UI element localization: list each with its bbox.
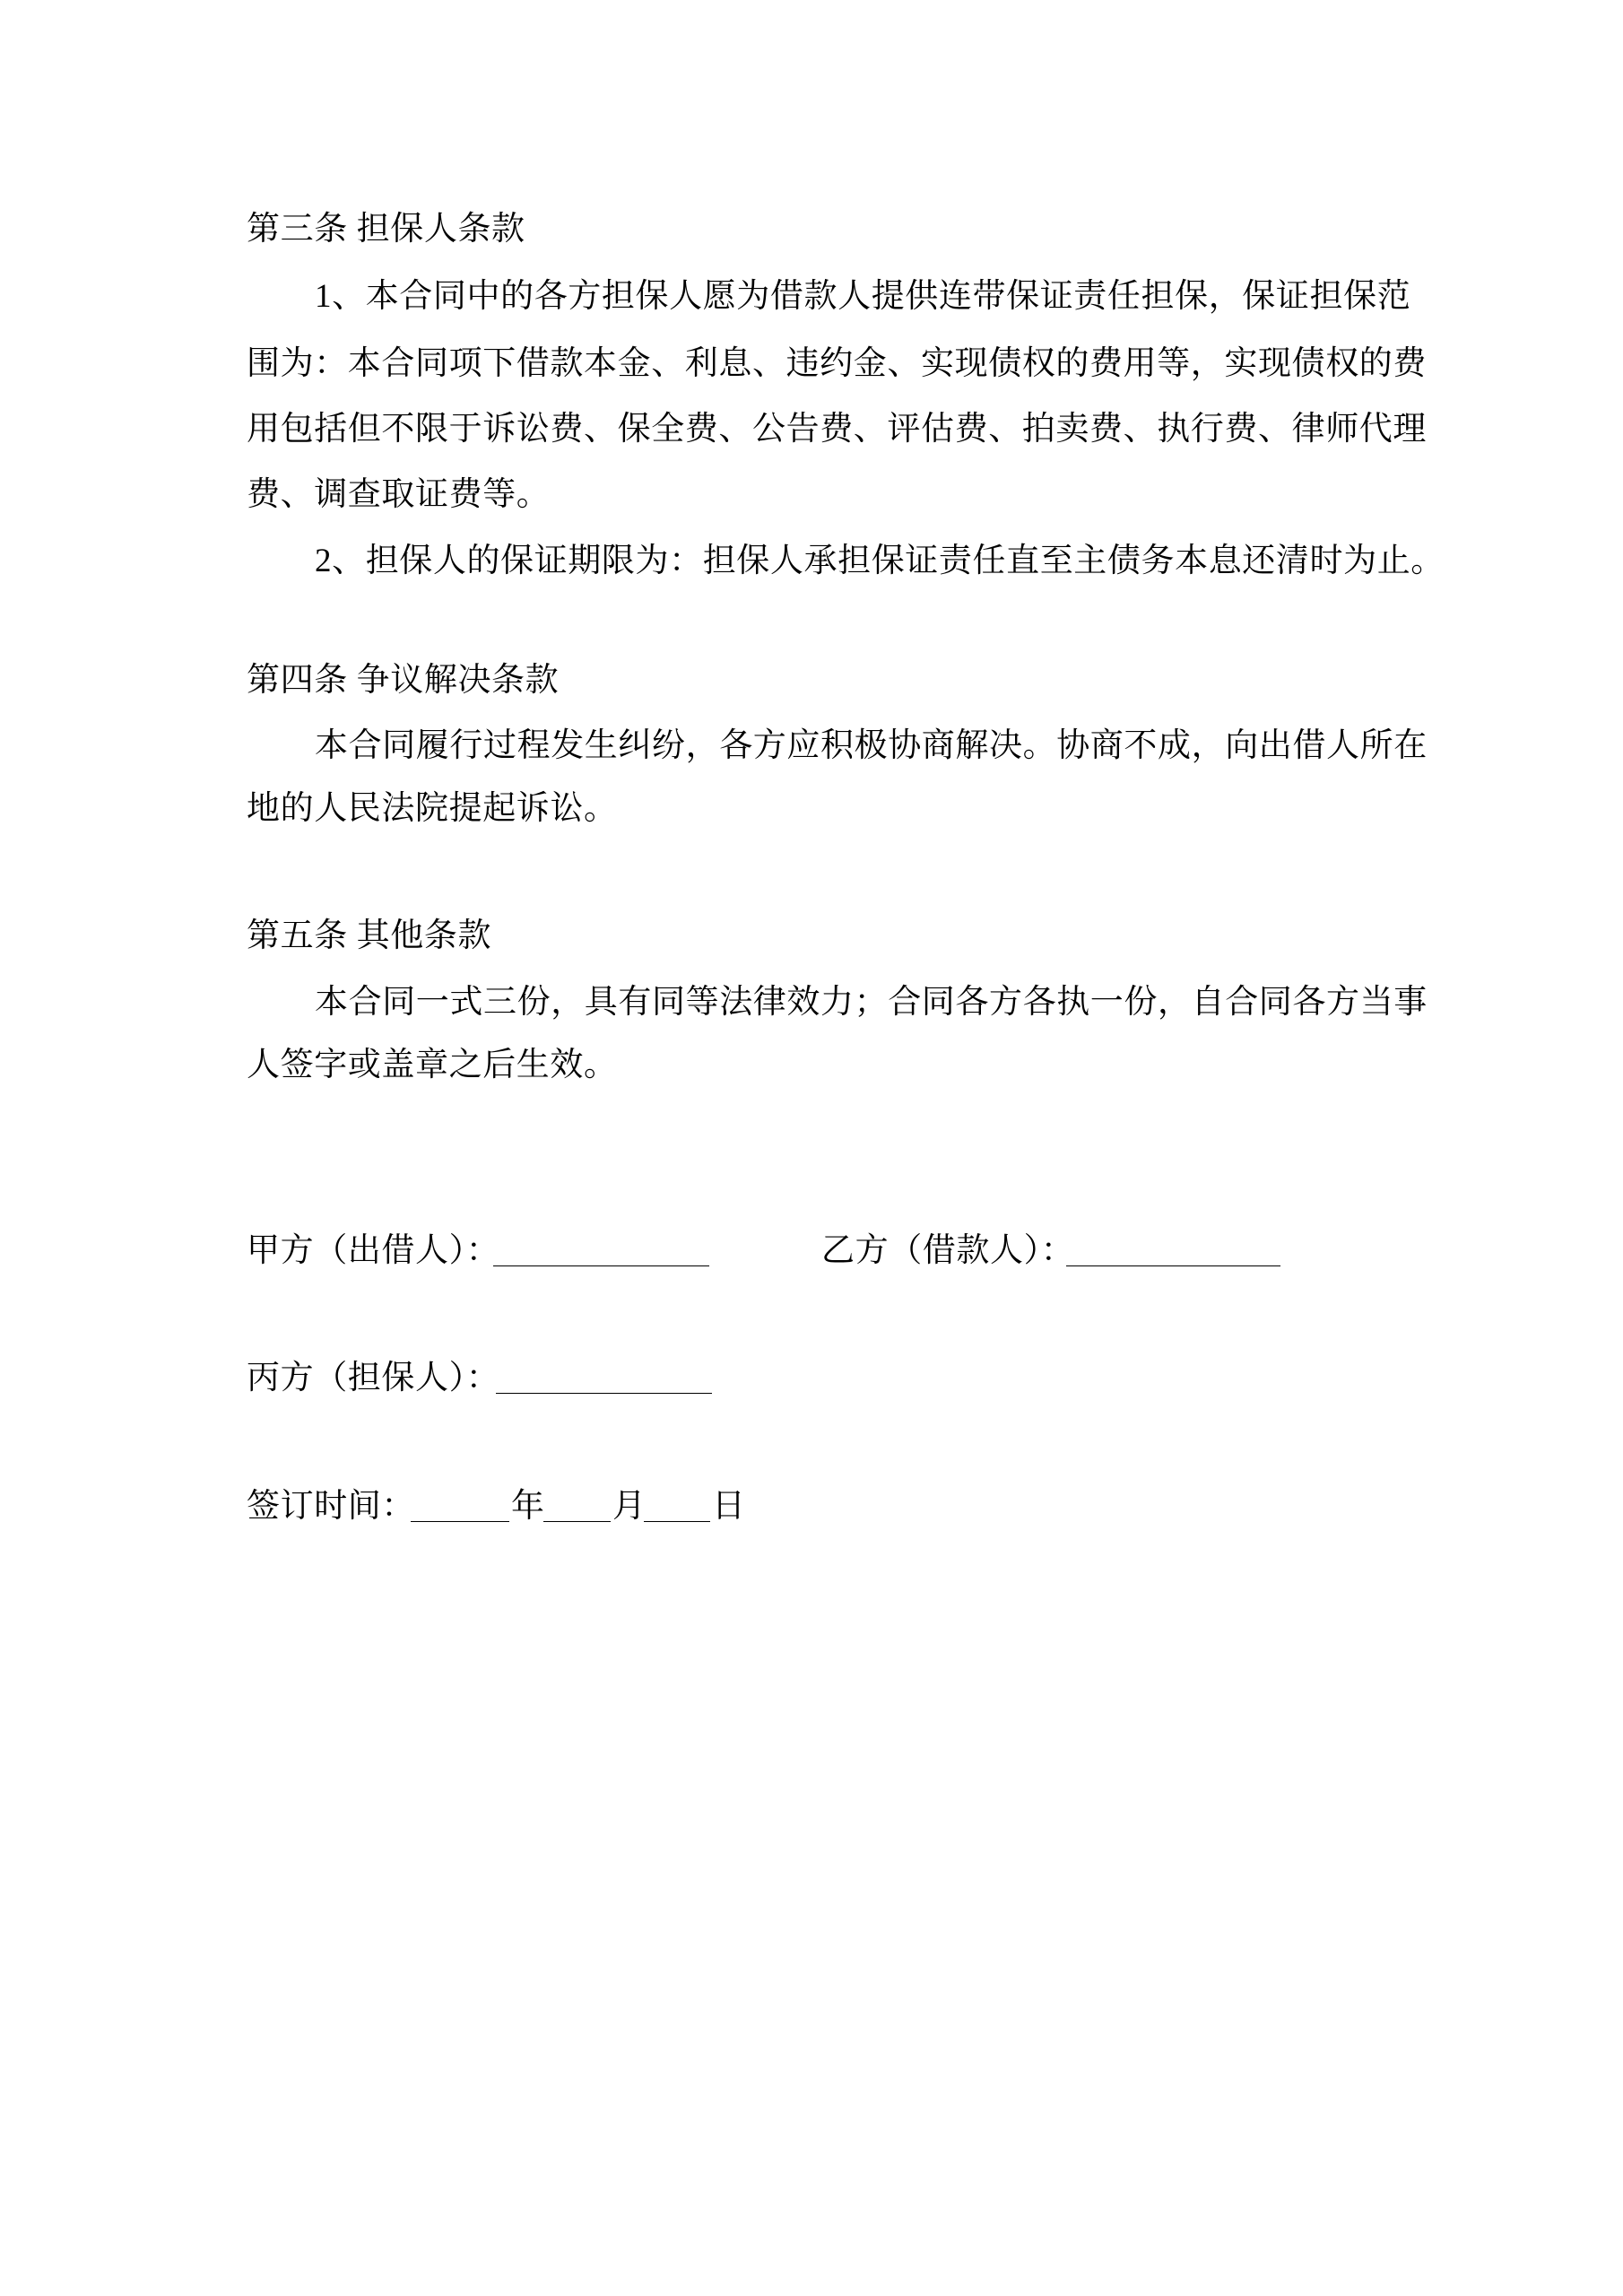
- section-3-heading: 第三条 担保人条款: [247, 211, 525, 248]
- section-4-paragraph-line-1: 本合同履行过程发生纠纷，各方应积极协商解决。协商不成，向出借人所在: [315, 727, 1428, 764]
- day-unit: 日: [712, 1488, 746, 1525]
- party-b-signature-field[interactable]: [1066, 1265, 1280, 1266]
- signing-month-field[interactable]: [543, 1521, 611, 1522]
- signature-row-party-c: [247, 1357, 964, 1400]
- party-c-label: 丙方（担保人）：: [247, 1360, 500, 1396]
- party-a-label: 甲方（出借人）：: [247, 1232, 500, 1269]
- party-c-signature-field[interactable]: [496, 1393, 712, 1394]
- section-5-paragraph-line-2: 人签字或盖章之后生效。: [247, 1047, 618, 1083]
- section-5-paragraph-line-1: 本合同一式三份，具有同等法律效力；合同各方各执一份，自合同各方当事: [315, 984, 1428, 1021]
- section-3-item-2-line-1: 2、担保人的保证期限为：担保人承担保证责任直至主债务本息还清时为止。: [315, 543, 1445, 579]
- party-a-signature-field[interactable]: [493, 1265, 709, 1266]
- party-b-label: 乙方（借款人）：: [821, 1232, 1075, 1269]
- section-4-heading: 第四条 争议解决条款: [247, 662, 560, 699]
- section-4-paragraph-line-2: 地的人民法院提起诉讼。: [247, 790, 618, 827]
- section-3-item-1-line-3: 用包括但不限于诉讼费、保全费、公告费、评估费、拍卖费、执行费、律师代理: [247, 411, 1427, 448]
- section-3-item-1-line-4: 费、调查取证费等。: [247, 476, 551, 513]
- signing-year-field[interactable]: [411, 1521, 509, 1522]
- month-unit: 月: [612, 1488, 647, 1525]
- signature-row-parties-a-b: [247, 1230, 1323, 1273]
- section-5-heading: 第五条 其他条款: [247, 918, 492, 954]
- signing-date-label: 签订时间：: [247, 1488, 415, 1525]
- section-3-item-1-line-2: 围为：本合同项下借款本金、利息、违约金、实现债权的费用等，实现债权的费: [247, 345, 1427, 382]
- year-unit: 年: [511, 1488, 545, 1525]
- signing-date-row: [247, 1485, 964, 1528]
- section-3-item-1-line-1: 1、本合同中的各方担保人愿为借款人提供连带保证责任担保，保证担保范: [315, 278, 1411, 315]
- signing-day-field[interactable]: [644, 1521, 710, 1522]
